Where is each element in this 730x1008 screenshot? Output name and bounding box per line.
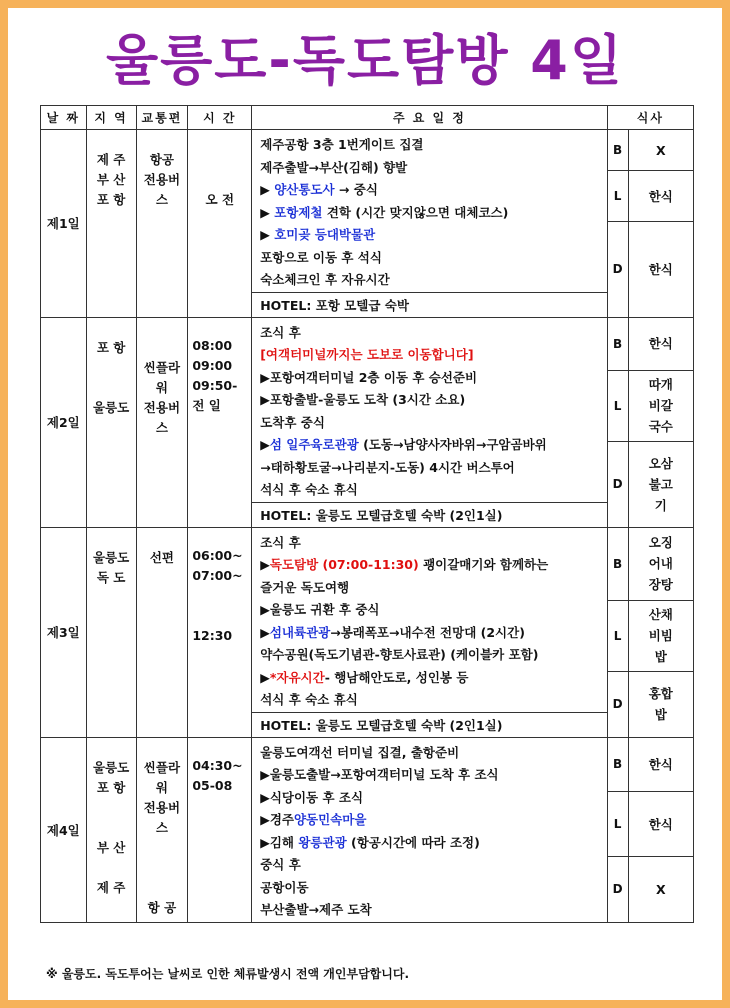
day-row xyxy=(41,737,694,792)
region-line: 포 항 xyxy=(96,192,126,207)
schedule-line xyxy=(260,389,598,412)
meal-value: 한식 xyxy=(628,171,693,222)
time-line: 07:00~ xyxy=(192,567,243,583)
schedule-text: ▶울릉도 귀환 후 중식 xyxy=(260,602,380,617)
hotel-cell: HOTEL: 울릉도 모텔급호텔 숙박 (2인1실) xyxy=(252,712,607,737)
meal-type: L xyxy=(607,600,628,671)
schedule-text: 석식 후 숙소 휴식 xyxy=(260,482,358,497)
schedule-text: 제주공항 3층 1번게이트 집결 xyxy=(260,137,424,152)
schedule-text: ▶포항여객터미널 2층 이동 후 승선준비 xyxy=(260,369,478,385)
region-line xyxy=(87,358,136,378)
meal-type: B xyxy=(607,317,628,370)
schedule-text: 왕릉관광 xyxy=(298,834,347,850)
schedule-text: 약수공원(독도기념관-향토사료관) (케이블카 포함) xyxy=(260,647,539,662)
transport-line xyxy=(137,338,188,358)
schedule-line xyxy=(260,854,598,877)
schedule-line xyxy=(260,134,598,157)
day-label: 제2일 xyxy=(41,317,87,527)
region-line: 제 주 xyxy=(96,879,126,895)
region-line: 울릉도 xyxy=(92,399,130,415)
schedule-text: ▶ xyxy=(260,227,275,242)
transport-line xyxy=(137,878,188,898)
schedule-line xyxy=(260,202,598,225)
meal-type: L xyxy=(607,792,628,857)
transport-line: 스 xyxy=(155,819,168,835)
day-label: 제1일 xyxy=(41,130,87,318)
time-line: 오 전 xyxy=(205,192,235,207)
schedule-line xyxy=(260,157,598,180)
meal-type: L xyxy=(607,370,628,441)
schedule-line xyxy=(260,269,598,292)
time-line: 전 일 xyxy=(192,397,221,413)
meal-type: B xyxy=(607,527,628,600)
region-line: 울릉도 xyxy=(92,759,130,775)
hotel-cell: HOTEL: 울릉도 모텔급호텔 숙박 (2인1실) xyxy=(252,502,607,527)
transport-line: 항공 xyxy=(149,152,174,167)
time-line: 05-08 xyxy=(192,777,233,793)
schedule-line xyxy=(260,532,598,555)
transport-cell xyxy=(136,527,188,737)
time-cell xyxy=(188,737,252,922)
schedule-text: ▶김해 xyxy=(260,834,299,850)
schedule-cell xyxy=(252,130,607,293)
itinerary-table xyxy=(40,105,694,923)
schedule-line xyxy=(260,577,598,600)
region-line: 포 항 xyxy=(96,339,126,355)
transport-line: 워 xyxy=(155,779,168,795)
time-line xyxy=(192,586,251,606)
day-row xyxy=(41,317,694,370)
header-row xyxy=(41,106,694,130)
region-line: 독 도 xyxy=(96,569,126,585)
meal-type: B xyxy=(607,130,628,171)
schedule-text: ▶ xyxy=(260,182,275,197)
schedule-line xyxy=(260,689,598,712)
schedule-text: ▶ xyxy=(260,204,275,220)
transport-line: 선편 xyxy=(149,549,174,565)
schedule-line xyxy=(260,809,598,832)
schedule-text: 괭이갈매기와 함께하는 xyxy=(418,557,549,572)
footer-note: ※ 울릉도. 독도투어는 날씨로 인한 체류발생시 전액 개인부담합니다. xyxy=(46,967,410,981)
transport-line xyxy=(137,858,188,878)
time-line: 12:30 xyxy=(192,627,233,643)
transport-line: 전용버 xyxy=(143,399,181,415)
region-cell xyxy=(86,130,136,318)
schedule-line xyxy=(260,787,598,810)
region-cell xyxy=(86,317,136,527)
schedule-text: ▶포항출발-울릉도 도착 (3시간 소요) xyxy=(260,392,466,407)
schedule-line xyxy=(260,412,598,435)
schedule-text: 섬내륙관광 xyxy=(269,624,331,640)
region-line xyxy=(87,378,136,398)
schedule-line xyxy=(260,667,598,690)
meal-value: 한식 xyxy=(628,317,693,370)
time-line: 08:00 xyxy=(192,337,233,353)
transport-line: 씬플라 xyxy=(143,759,181,775)
meal-value: 한식 xyxy=(628,792,693,857)
transport-line: 워 xyxy=(155,379,168,395)
transport-line: 전용버 xyxy=(143,799,181,815)
schedule-text: 양동민속마을 xyxy=(293,812,367,827)
schedule-text: 부산출발→제주 도착 xyxy=(260,902,372,917)
region-cell xyxy=(86,527,136,737)
schedule-text: (항공시간에 따라 조정) xyxy=(346,834,480,850)
transport-line xyxy=(137,838,188,858)
meal-type: D xyxy=(607,222,628,318)
transport-line: 항 공 xyxy=(147,899,177,915)
transport-cell xyxy=(136,130,188,318)
region-line: 제 주 xyxy=(96,152,126,167)
header-schedule: 주 요 일 정 xyxy=(252,106,607,130)
schedule-line xyxy=(260,179,598,202)
region-line: 포 항 xyxy=(96,779,126,795)
schedule-line xyxy=(260,877,598,900)
time-cell xyxy=(188,527,252,737)
time-line xyxy=(192,606,251,626)
meal-value: 한식 xyxy=(628,737,693,792)
transport-line: 스 xyxy=(155,192,168,207)
meal-type: B xyxy=(607,737,628,792)
transport-line: 씬플라 xyxy=(143,359,181,375)
schedule-line xyxy=(260,344,598,367)
meal-type: D xyxy=(607,441,628,527)
schedule-line xyxy=(260,247,598,270)
schedule-line xyxy=(260,899,598,922)
schedule-line xyxy=(260,322,598,345)
meal-value: 한식 xyxy=(628,222,693,318)
schedule-text: 공항이동 xyxy=(260,879,309,895)
schedule-text: 석식 후 숙소 휴식 xyxy=(260,692,358,707)
schedule-text: 조식 후 xyxy=(260,324,301,340)
meal-type: D xyxy=(607,857,628,922)
region-line xyxy=(87,798,136,818)
schedule-text: - 행남해안도로, 성인봉 등 xyxy=(324,669,469,685)
day-label: 제3일 xyxy=(41,527,87,737)
schedule-cell xyxy=(252,317,607,502)
header-meal: 식사 xyxy=(607,106,693,130)
day-row xyxy=(41,130,694,171)
schedule-line xyxy=(260,599,598,622)
schedule-text: 포항제철 xyxy=(274,204,323,220)
region-line: 부 산 xyxy=(96,172,126,187)
schedule-text: (도동→남양사자바위→구암곰바위 xyxy=(358,437,547,452)
schedule-text: 즐거운 독도여행 xyxy=(260,579,350,595)
region-line xyxy=(87,858,136,878)
header-date: 날 짜 xyxy=(41,106,87,130)
meal-value: 오삼 불고 기 xyxy=(628,441,693,527)
day-label: 제4일 xyxy=(41,737,87,922)
schedule-line xyxy=(260,479,598,502)
schedule-line xyxy=(260,764,598,787)
schedule-line xyxy=(260,644,598,667)
schedule-text: 섬 일주육로관광 xyxy=(269,437,359,452)
meal-value: 홍합 밥 xyxy=(628,671,693,737)
schedule-text: 양산통도사 xyxy=(274,182,335,197)
time-line: 06:00~ xyxy=(192,547,243,563)
time-line: 09:00 xyxy=(192,357,233,373)
day-row xyxy=(41,527,694,600)
header-region: 지 역 xyxy=(86,106,136,130)
schedule-text: ▶경주 xyxy=(260,812,294,827)
schedule-text: ▶ xyxy=(260,437,270,452)
schedule-text: 견학 (시간 맞지않으면 대체코스) xyxy=(322,204,509,220)
schedule-line xyxy=(260,224,598,247)
transport-cell xyxy=(136,317,188,527)
schedule-text: 조식 후 xyxy=(260,534,301,550)
region-line: 울릉도 xyxy=(92,549,130,565)
transport-line: 스 xyxy=(155,419,168,435)
schedule-text: 중식 후 xyxy=(260,857,301,872)
schedule-cell xyxy=(252,737,607,922)
schedule-text: ▶식당이동 후 조식 xyxy=(260,789,364,805)
meal-value: 따개 비갈 국수 xyxy=(628,370,693,441)
schedule-text: ▶ xyxy=(260,624,270,640)
schedule-text: 독도탐방 xyxy=(269,557,319,572)
transport-line: 전용버 xyxy=(143,172,181,187)
meal-value: 오징 어내 장탕 xyxy=(628,527,693,600)
meal-value: 산채 비빔 밥 xyxy=(628,600,693,671)
region-cell xyxy=(86,737,136,922)
time-cell xyxy=(188,130,252,318)
meal-type: L xyxy=(607,171,628,222)
itinerary-body xyxy=(41,130,694,923)
schedule-line xyxy=(260,434,598,457)
schedule-text: [여객터미널까지는 도보로 이동합니다] xyxy=(260,347,474,362)
meal-value: X xyxy=(628,857,693,922)
transport-cell xyxy=(136,737,188,922)
meal-value: X xyxy=(628,130,693,171)
schedule-text: 호미곶 등대박물관 xyxy=(274,227,376,242)
schedule-line xyxy=(260,622,598,645)
time-line: 04:30~ xyxy=(192,757,243,773)
hotel-cell: HOTEL: 포항 모텔급 숙박 xyxy=(252,292,607,317)
time-cell xyxy=(188,317,252,527)
schedule-text: 제주출발→부산(김해) 향발 xyxy=(260,159,408,175)
schedule-text: →태하황토굴→나리분지-도동) 4시간 버스투어 xyxy=(260,459,515,475)
meal-type: D xyxy=(607,671,628,737)
header-transport: 교통편 xyxy=(136,106,188,130)
schedule-text: → 중식 xyxy=(334,182,378,197)
schedule-text: 울릉도여객선 터미널 집결, 출항준비 xyxy=(260,744,460,760)
region-line xyxy=(87,818,136,838)
schedule-line xyxy=(260,367,598,390)
schedule-text: ▶울릉도출발→포항여객터미널 도착 후 조식 xyxy=(260,767,499,782)
schedule-line xyxy=(260,457,598,480)
header-time: 시 간 xyxy=(188,106,252,130)
schedule-text: (07:00-11:30) xyxy=(322,557,419,572)
schedule-text: 도착후 중식 xyxy=(260,414,325,430)
schedule-text: 포항으로 이동 후 석식 xyxy=(260,249,382,265)
schedule-cell xyxy=(252,527,607,712)
region-line: 부 산 xyxy=(96,839,126,855)
schedule-text: ▶ xyxy=(260,669,270,685)
schedule-text: 숙소체크인 후 자유시간 xyxy=(260,272,390,287)
schedule-text: *자유시간 xyxy=(269,669,325,685)
schedule-line xyxy=(260,832,598,855)
schedule-text: ▶ xyxy=(260,557,270,572)
time-line: 09:50- xyxy=(192,377,238,393)
schedule-line xyxy=(260,554,598,577)
schedule-text: →봉래폭포→내수전 전망대 (2시간) xyxy=(330,624,525,640)
schedule-line xyxy=(260,742,598,765)
page-title: 울릉도-독도탐방 4일 xyxy=(105,29,625,92)
